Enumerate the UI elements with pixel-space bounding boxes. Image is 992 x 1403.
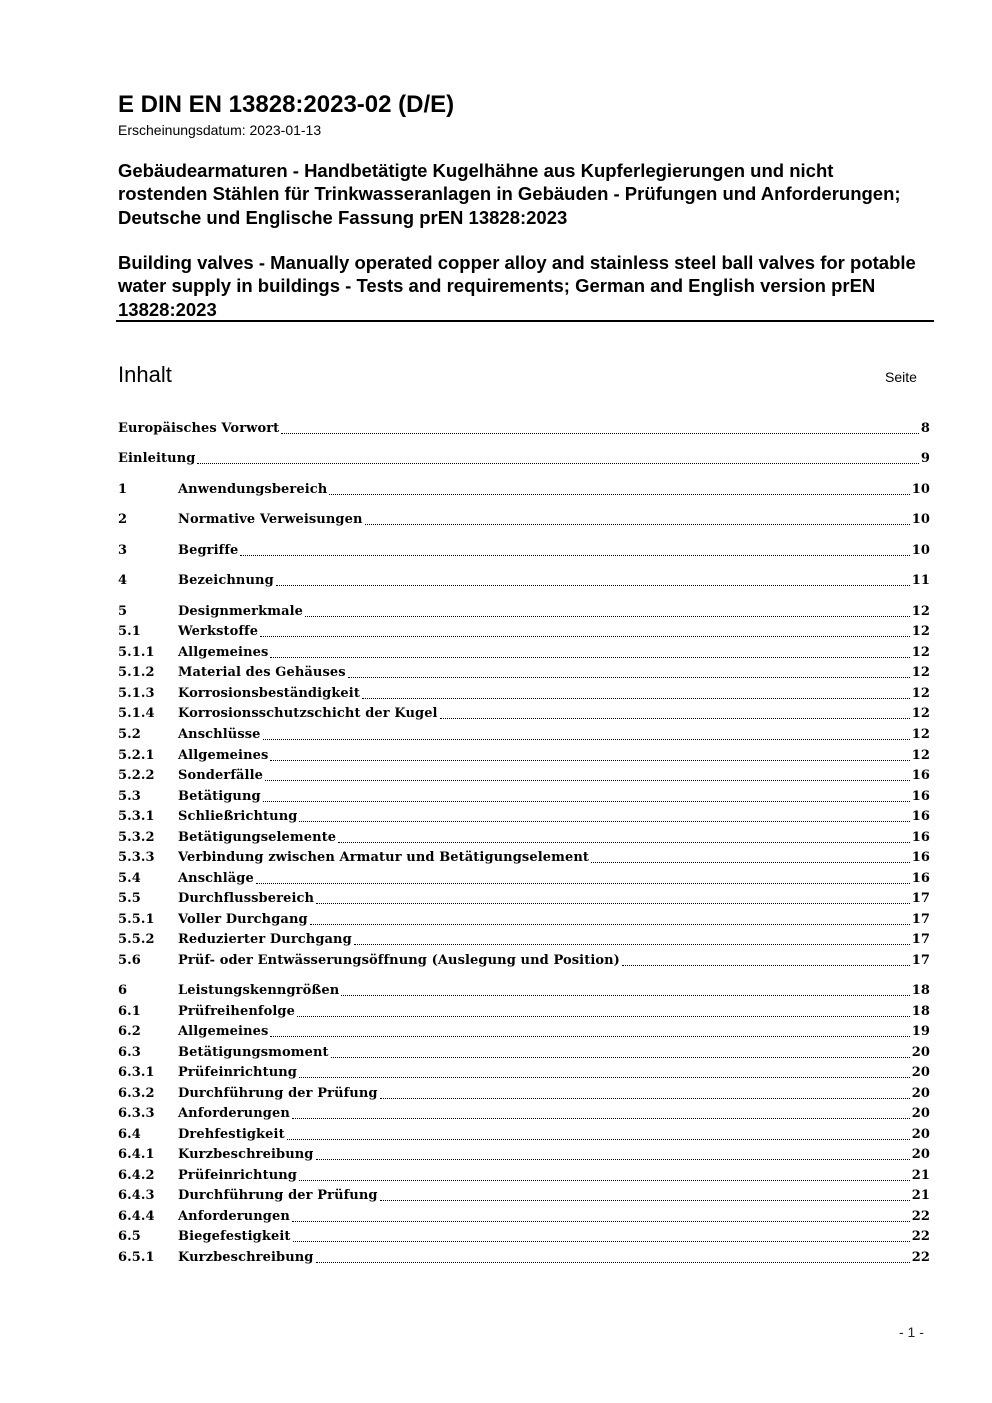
toc-entry-number: 5.3.3 bbox=[118, 850, 155, 865]
toc-entry-number: 6.4.2 bbox=[118, 1168, 155, 1183]
toc-dot-leader bbox=[341, 995, 909, 996]
toc-entry-number: 6.4 bbox=[118, 1127, 141, 1142]
toc-entry-number: 5.1.2 bbox=[118, 665, 155, 680]
toc-entry[interactable] bbox=[118, 827, 930, 847]
toc-entry-page: 18 bbox=[911, 983, 930, 998]
toc-entry[interactable] bbox=[118, 621, 930, 641]
toc-entry[interactable] bbox=[118, 868, 930, 888]
toc-entry-page: 12 bbox=[911, 706, 930, 721]
toc-entry[interactable] bbox=[118, 929, 930, 949]
toc-entry-title: Bezeichnung bbox=[178, 573, 274, 588]
toc-entry-page: 19 bbox=[911, 1024, 930, 1039]
toc-entry[interactable] bbox=[118, 601, 930, 621]
toc-entry-page: 16 bbox=[911, 830, 930, 845]
toc-entry-title: Durchführung der Prüfung bbox=[178, 1086, 378, 1101]
toc-entry-page: 16 bbox=[911, 789, 930, 804]
toc-entry-number: 2 bbox=[118, 512, 128, 527]
toc-entry[interactable] bbox=[118, 1083, 930, 1103]
toc-entry-number: 3 bbox=[118, 543, 128, 558]
toc-entry-page: 8 bbox=[920, 421, 930, 436]
toc-page-column-heading: Seite bbox=[885, 369, 917, 385]
toc-dot-leader bbox=[256, 883, 910, 884]
toc-entry-page: 21 bbox=[911, 1188, 930, 1203]
toc-entry-number: 6 bbox=[118, 983, 128, 998]
toc-entry-number: 6.4.4 bbox=[118, 1209, 155, 1224]
toc-entry[interactable] bbox=[118, 786, 930, 806]
toc-entry-page: 17 bbox=[911, 953, 930, 968]
toc-dot-leader bbox=[240, 555, 909, 556]
toc-entry-number: 6.4.3 bbox=[118, 1188, 155, 1203]
toc-entry-page: 22 bbox=[911, 1229, 930, 1244]
toc-entry-title: Kurzbeschreibung bbox=[178, 1147, 314, 1162]
toc-entry-number: 6.5 bbox=[118, 1229, 141, 1244]
toc-dot-leader bbox=[299, 1077, 910, 1078]
toc-entry-title: Begriffe bbox=[178, 543, 239, 558]
toc-dot-leader bbox=[260, 636, 910, 637]
toc-entry-title: Prüfreihenfolge bbox=[178, 1004, 295, 1019]
toc-dot-leader bbox=[270, 1036, 909, 1037]
toc-entry[interactable] bbox=[118, 540, 930, 560]
toc-entry-title: Leistungskenngrößen bbox=[178, 983, 340, 998]
toc-entry-title: Korrosionsbeständigkeit bbox=[178, 686, 360, 701]
toc-dot-leader bbox=[316, 1159, 910, 1160]
toc-dot-leader bbox=[292, 1221, 910, 1222]
toc-dot-leader bbox=[299, 1180, 910, 1181]
toc-entry-title: Allgemeines bbox=[178, 748, 269, 763]
toc-entry[interactable] bbox=[118, 683, 930, 703]
toc-dot-leader bbox=[276, 585, 910, 586]
toc-entry-number: 4 bbox=[118, 573, 128, 588]
issue-date: Erscheinungsdatum: 2023-01-13 bbox=[118, 122, 322, 138]
page-number: - 1 - bbox=[899, 1324, 924, 1340]
toc-entry-page: 16 bbox=[911, 871, 930, 886]
toc-entry-page: 10 bbox=[911, 512, 930, 527]
toc-heading: Inhalt bbox=[118, 362, 172, 387]
toc-entry[interactable] bbox=[118, 1165, 930, 1185]
toc-entry[interactable] bbox=[118, 806, 930, 826]
toc-entry-title: Betätigungselemente bbox=[178, 830, 337, 845]
toc-entry-page: 10 bbox=[911, 482, 930, 497]
toc-dot-leader bbox=[310, 924, 910, 925]
toc-entry-page: 12 bbox=[911, 748, 930, 763]
toc-entry[interactable] bbox=[118, 980, 930, 1000]
toc-entry-page: 10 bbox=[911, 543, 930, 558]
toc-dot-leader bbox=[365, 524, 910, 525]
toc-entry[interactable] bbox=[118, 1042, 930, 1062]
toc-entry-number: 5.5.1 bbox=[118, 912, 155, 927]
toc-entry-title: Korrosionsschutzschicht der Kugel bbox=[178, 706, 438, 721]
toc-entry[interactable] bbox=[118, 1226, 930, 1246]
toc-entry-page: 17 bbox=[911, 912, 930, 927]
toc-entry[interactable] bbox=[118, 1144, 930, 1164]
toc-entry-page: 18 bbox=[911, 1004, 930, 1019]
toc-entry[interactable] bbox=[118, 745, 930, 765]
toc-entry[interactable] bbox=[118, 847, 930, 867]
toc-entry-page: 22 bbox=[911, 1250, 930, 1265]
toc-entry-title: Europäisches Vorwort bbox=[118, 421, 280, 436]
toc-entry-number: 5.1.1 bbox=[118, 645, 155, 660]
toc-dot-leader bbox=[380, 1098, 910, 1099]
toc-entry[interactable] bbox=[118, 909, 930, 929]
toc-entry-page: 9 bbox=[920, 451, 930, 466]
title-english: Building valves - Manually operated copper alloy and stainless steel ball valves for potable water supply in buildings - Tests and requirements; German and English version prEN 13828:2023 bbox=[118, 252, 916, 320]
toc-entry-title: Allgemeines bbox=[178, 645, 269, 660]
title-divider bbox=[116, 320, 934, 322]
toc-entry-number: 1 bbox=[118, 482, 128, 497]
toc-dot-leader bbox=[354, 944, 910, 945]
toc-dot-leader bbox=[338, 842, 910, 843]
toc-entry-page: 20 bbox=[911, 1127, 930, 1142]
toc-entry-number: 6.3.3 bbox=[118, 1106, 155, 1121]
toc-dot-leader bbox=[281, 433, 919, 434]
toc-dot-leader bbox=[622, 965, 910, 966]
toc-entry-title: Drehfestigkeit bbox=[178, 1127, 285, 1142]
toc-entry-title: Werkstoffe bbox=[178, 624, 259, 639]
toc-entry-number: 5.4 bbox=[118, 871, 141, 886]
toc-entry-page: 16 bbox=[911, 809, 930, 824]
toc-entry[interactable] bbox=[118, 1185, 930, 1205]
toc-entry-page: 22 bbox=[911, 1209, 930, 1224]
toc-entry-number: 5.3.2 bbox=[118, 830, 155, 845]
toc-dot-leader bbox=[265, 780, 910, 781]
toc-entry[interactable] bbox=[118, 1021, 930, 1041]
toc-entry-title: Prüf- oder Entwässerungsöffnung (Auslegung und Position) bbox=[178, 953, 620, 968]
toc-entry-title: Betätigungsmoment bbox=[178, 1045, 329, 1060]
toc-entry-title: Anforderungen bbox=[178, 1209, 290, 1224]
toc-entry-page: 17 bbox=[911, 891, 930, 906]
toc-entry-title: Anwendungsbereich bbox=[178, 482, 328, 497]
toc-entry-page: 12 bbox=[911, 665, 930, 680]
toc-entry-number: 5.2.2 bbox=[118, 768, 155, 783]
toc-entry[interactable] bbox=[118, 479, 930, 499]
toc-entry-number: 5.5.2 bbox=[118, 932, 155, 947]
toc-entry-number: 5.3.1 bbox=[118, 809, 155, 824]
toc-dot-leader bbox=[270, 760, 909, 761]
toc-entry-page: 20 bbox=[911, 1065, 930, 1080]
toc-entry[interactable] bbox=[118, 888, 930, 908]
toc-entry-page: 12 bbox=[911, 686, 930, 701]
toc-dot-leader bbox=[316, 1262, 910, 1263]
toc-entry-number: 6.5.1 bbox=[118, 1250, 155, 1265]
toc-entry-title: Durchflussbereich bbox=[178, 891, 315, 906]
toc-dot-leader bbox=[270, 657, 909, 658]
toc-entry[interactable] bbox=[118, 1062, 930, 1082]
toc-dot-leader bbox=[287, 1139, 910, 1140]
toc-entry-title: Anforderungen bbox=[178, 1106, 290, 1121]
toc-entry-title: Material des Gehäuses bbox=[178, 665, 346, 680]
toc-entry[interactable] bbox=[118, 662, 930, 682]
toc-entry-title: Prüfeinrichtung bbox=[178, 1065, 297, 1080]
toc-dot-leader bbox=[197, 463, 918, 464]
toc-entry-number: 5.2 bbox=[118, 727, 141, 742]
toc-entry-title: Kurzbeschreibung bbox=[178, 1250, 314, 1265]
toc-entry-page: 20 bbox=[911, 1045, 930, 1060]
toc-entry[interactable] bbox=[118, 509, 930, 529]
title-german: Gebäudearmaturen - Handbetätigte Kugelhähne aus Kupferlegierungen und nicht rostenden Stählen für Trinkwasseranlagen in Gebäuden - Prüfungen und Anforderungen; Deutsche und Englische Fassung prEN 13828:2023 bbox=[118, 160, 901, 228]
toc-entry-number: 6.1 bbox=[118, 1004, 141, 1019]
toc-entry-number: 6.4.1 bbox=[118, 1147, 155, 1162]
toc-entry-title: Voller Durchgang bbox=[178, 912, 308, 927]
toc-dot-leader bbox=[591, 862, 910, 863]
toc-entry[interactable] bbox=[118, 765, 930, 785]
toc-dot-leader bbox=[299, 821, 909, 822]
toc-dot-leader bbox=[305, 616, 910, 617]
toc-entry-title: Schließrichtung bbox=[178, 809, 298, 824]
toc-entry-page: 16 bbox=[911, 768, 930, 783]
toc-entry[interactable] bbox=[118, 1247, 930, 1267]
toc-entry-title: Designmerkmale bbox=[178, 604, 304, 619]
toc-dot-leader bbox=[348, 677, 910, 678]
toc-entry-number: 5.5 bbox=[118, 891, 141, 906]
document-id: E DIN EN 13828:2023-02 (D/E) bbox=[118, 91, 455, 118]
toc-entry-number: 6.2 bbox=[118, 1024, 141, 1039]
toc-entry-number: 5 bbox=[118, 604, 128, 619]
toc-entry-title: Reduzierter Durchgang bbox=[178, 932, 352, 947]
toc-entry-page: 21 bbox=[911, 1168, 930, 1183]
toc-dot-leader bbox=[331, 1057, 910, 1058]
toc-entry[interactable] bbox=[118, 1001, 930, 1021]
toc-dot-leader bbox=[440, 718, 910, 719]
toc-entry-title: Allgemeines bbox=[178, 1024, 269, 1039]
toc-entry-page: 12 bbox=[911, 727, 930, 742]
toc-dot-leader bbox=[329, 494, 909, 495]
toc-entry-page: 20 bbox=[911, 1106, 930, 1121]
toc-entry-page: 17 bbox=[911, 932, 930, 947]
toc-entry-number: 5.3 bbox=[118, 789, 141, 804]
toc-entry-number: 6.3.1 bbox=[118, 1065, 155, 1080]
toc-entry-page: 12 bbox=[911, 645, 930, 660]
toc-entry-page: 12 bbox=[911, 604, 930, 619]
toc-dot-leader bbox=[362, 698, 910, 699]
toc-entry-number: 5.6 bbox=[118, 953, 141, 968]
toc-entry[interactable] bbox=[118, 642, 930, 662]
toc-entry[interactable] bbox=[118, 1206, 930, 1226]
toc-entry-page: 20 bbox=[911, 1086, 930, 1101]
toc-entry-title: Verbindung zwischen Armatur und Betätigungselement bbox=[178, 850, 590, 865]
toc-entry-page: 11 bbox=[911, 573, 930, 588]
toc-entry-number: 5.1.4 bbox=[118, 706, 155, 721]
toc-entry-title: Durchführung der Prüfung bbox=[178, 1188, 378, 1203]
toc-entry-page: 16 bbox=[911, 850, 930, 865]
toc-entry[interactable] bbox=[118, 570, 930, 590]
toc-dot-leader bbox=[263, 739, 910, 740]
toc-entry[interactable] bbox=[118, 724, 930, 744]
toc-entry-number: 5.2.1 bbox=[118, 748, 155, 763]
toc-entry[interactable] bbox=[118, 703, 930, 723]
toc-dot-leader bbox=[380, 1200, 910, 1201]
toc-entry-title: Anschläge bbox=[178, 871, 254, 886]
toc-dot-leader bbox=[293, 1241, 910, 1242]
toc-dot-leader bbox=[263, 801, 910, 802]
toc-dot-leader bbox=[316, 903, 910, 904]
toc-entry-number: 6.3 bbox=[118, 1045, 141, 1060]
toc-entry-title: Betätigung bbox=[178, 789, 261, 804]
toc-entry-number: 5.1.3 bbox=[118, 686, 155, 701]
toc-entry-title: Sonderfälle bbox=[178, 768, 263, 783]
toc-entry-page: 20 bbox=[911, 1147, 930, 1162]
toc-entry[interactable] bbox=[118, 1103, 930, 1123]
toc-entry[interactable] bbox=[118, 418, 930, 438]
toc-entry-title: Anschlüsse bbox=[178, 727, 261, 742]
toc-entry-title: Biegefestigkeit bbox=[178, 1229, 291, 1244]
toc-entry-title: Normative Verweisungen bbox=[178, 512, 363, 527]
toc-entry-page: 12 bbox=[911, 624, 930, 639]
toc-entry-title: Prüfeinrichtung bbox=[178, 1168, 297, 1183]
toc-entry[interactable] bbox=[118, 448, 930, 468]
toc-dot-leader bbox=[292, 1118, 910, 1119]
toc-entry-number: 6.3.2 bbox=[118, 1086, 155, 1101]
toc-entry[interactable] bbox=[118, 1124, 930, 1144]
toc-entry[interactable] bbox=[118, 950, 930, 970]
toc-dot-leader bbox=[297, 1016, 910, 1017]
toc-entry-title: Einleitung bbox=[118, 451, 196, 466]
toc-entry-number: 5.1 bbox=[118, 624, 141, 639]
